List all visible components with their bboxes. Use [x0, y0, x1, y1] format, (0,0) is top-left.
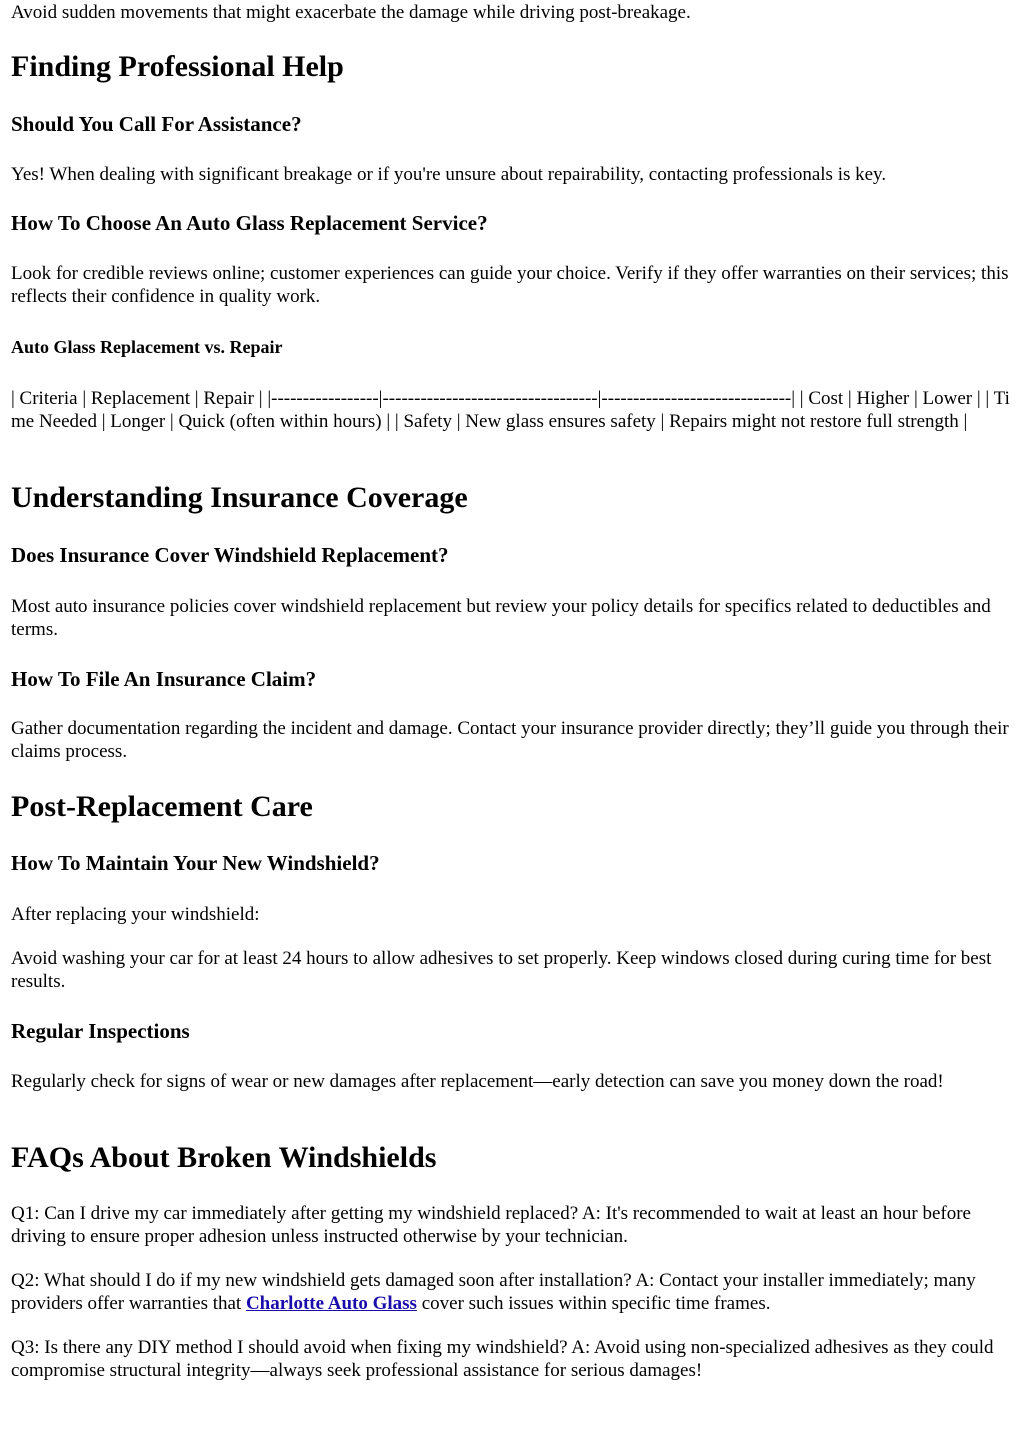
maintain-body: Avoid washing your car for at least 24 hours to allow adhesives to set properly. Keep windows closed during curing time for best results.	[11, 948, 992, 992]
faq-2-text-start: Q2: What should I do if my new windshield gets damaged soon after installation? A: Contact your installer immediately; many providers offer warranties that	[11, 1270, 976, 1314]
answer-call-assistance: Yes! When dealing with significant breakage or if you're unsure about repairability, contacting professionals is key.	[11, 164, 887, 185]
question-heading-choose-service: How To Choose An Auto Glass Replacement Service?	[11, 211, 488, 235]
faq-item-2	[11, 1269, 1011, 1315]
question-heading-file-claim: How To File An Insurance Claim?	[11, 667, 317, 691]
section-heading-faqs: FAQs About Broken Windshields	[11, 1141, 437, 1174]
charlotte-auto-glass-link[interactable]: Charlotte Auto Glass	[245, 1293, 417, 1314]
faq-2-text-end: cover such issues within specific time frames.	[416, 1293, 771, 1314]
answer-file-claim: Gather documentation regarding the incident and damage. Contact your insurance provider directly; they’ll guide you through their claims process.	[11, 718, 1009, 762]
inspections-body: Regularly check for signs of wear or new damages after replacement—early detection can save you money down the road!	[11, 1071, 944, 1092]
section-heading-insurance: Understanding Insurance Coverage	[11, 481, 468, 514]
section-heading-professional-help: Finding Professional Help	[11, 50, 344, 83]
faq-item-1: Q1: Can I drive my car immediately after getting my windshield replaced? A: It's recommended to wait at least an hour before driving to ensure proper adhesion unless instructed otherwise by your technician.	[11, 1203, 971, 1247]
question-heading-insurance-cover: Does Insurance Cover Windshield Replacement?	[11, 543, 449, 567]
comparison-table-text: | Criteria | Replacement | Repair | |-----------------|----------------------------------|------------------------------| | Cost | Higher | Lower | | Time Needed | Longer | Quick (often within hours) | | Safety | New glass ensures safety | Repairs might not restore full strength |	[11, 388, 1010, 432]
maintain-intro: After replacing your windshield:	[11, 904, 260, 925]
answer-choose-service: Look for credible reviews online; customer experiences can guide your choice. Verify if they offer warranties on their services; this reflects their confidence in quality work.	[11, 263, 1009, 307]
section-heading-post-replacement: Post-Replacement Care	[11, 790, 313, 823]
comparison-heading: Auto Glass Replacement vs. Repair	[11, 337, 283, 357]
question-heading-maintain: How To Maintain Your New Windshield?	[11, 851, 380, 875]
faq-item-3: Q3: Is there any DIY method I should avoid when fixing my windshield? A: Avoid using non-specialized adhesives as they could compromise structural integrity—always seek professional assistance for serious damages!	[11, 1337, 994, 1381]
intro-paragraph: Avoid sudden movements that might exacerbate the damage while driving post-breakage.	[11, 2, 691, 23]
answer-insurance-cover: Most auto insurance policies cover windshield replacement but review your policy details for specifics related to deductibles and terms.	[11, 596, 991, 640]
question-heading-inspections: Regular Inspections	[11, 1019, 190, 1043]
question-heading-call-assistance: Should You Call For Assistance?	[11, 112, 302, 136]
